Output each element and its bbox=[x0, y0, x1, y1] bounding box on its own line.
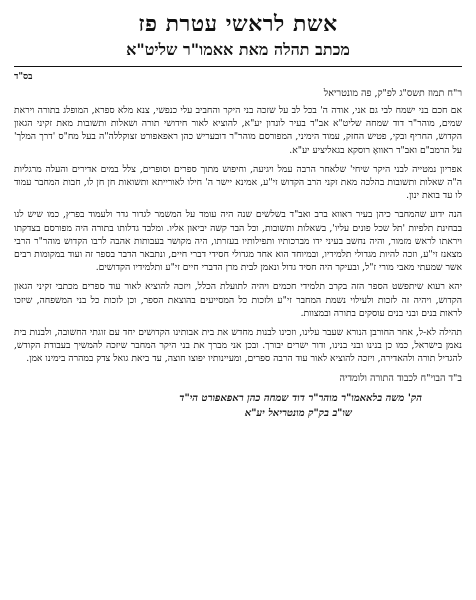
letter-paragraph-3: הנה ידוע שהמחבר כיהן בעיר ראווא ברב ואב"ד בשלשים שנה היה עומד על המשמר לגדור גדר ולעמוד בפרץ, כמו שיש לנו בבחינת תלפיות 'תל שכל פונים עליו', בשאלות ותשובות, וכל הבר קשה יביאון אליו. ומלבד גדלותו בתורה היה מפורסם בצדקתו ויראתו לראש מזמור, והיה נחשב בעיני ידו מברכותיו ותפילותיו בעזרתו, היה מקושר בעבותות אהבה לרבו הקדוש מוהר"ר הרבי מצאנז זי"ע, וזכה להיות מגדולי תלמידיו, ובמיוחד הוא אחד מגדולי חסידי דברי חיים, ונתבאר הדבר בספר זה ועוד במקומות רבים אשר שמעתי מאבי מורי ז"ל, ובעיקר היה חסיד גדול ונאמן לבית מרן הדברי חיים זי"ע ותלמידיו הקדושים. bbox=[14, 209, 462, 274]
letter-paragraph-1: אם חכם בני ישמח לבי גם אני, אודה ה' בכל לב על שזכה בני היקר והחביב עלי כנפשי, צנא מלא ספרא, המופלג בתורה ויראת שמים, מוהר"ר דוד שמחה שליט"א אב"ד בעיר לונדון יע"א, להוציא לאור חידושי תורה ושאלות ותשובות מאת זקיני הגאון הקדוש, החריף ובקי, פטיש החזק, עמוד הימיני, המפורסם מוהר"ר דובעריש כהן ראפאפורט זצוקללה"ה בעל מח"ס 'דרך המלך' על הרמב"ם ואב"ד ראוואָ רוסקא בגאליציע יע"א. bbox=[14, 105, 462, 156]
bsd-mark: בס"ד bbox=[14, 72, 33, 82]
date-line: ר"ח תמוז תשס"ג לפ"ק, פה מונטריאל bbox=[323, 88, 462, 99]
signature-name: הק' משה בלאאמו"ר מוהר"ר דוד שמחה כהן ראפאפורט הי"ד bbox=[179, 392, 422, 404]
signature-block bbox=[14, 391, 462, 421]
letter-paragraph-2: אפריון נמטייה לבני היקר שיחי' שלאחר הרבה עמל ויגיעה, וחיפוש מתוך ספרים וסופרים, צלל במים אדירים והעלה מרגליות ה"ה שאלות ותשובות בהלכה מאת זקני הרב הקדוש זי"ע, אמינא יישר ה' חילו לאורייתא ותשואות חן חן לו, חבות המחבר עמוד לו עד בואת ינון. bbox=[14, 163, 462, 202]
signature-title: שו"ב בק"ק מונטריאל יע"א bbox=[244, 407, 352, 419]
document-subtitle: מכתב תהלה מאת אאמו"ר שליט"א bbox=[126, 40, 350, 59]
letter-paragraph-5: תהילה לא-ל, אחר החורבן הנורא שעבר עלינו, וזכינו לבנות מחדש את בית אבותינו הקדושים יחד עם זוגתי החשובה, ולבנות בית נאמן בישראל, כמו כן בנינו ובני בנינו, ודור ישרים יבורך. ובכן אני מברך את בני היקר המחבר שיזכה להמשיך בעבודת הקודש, להגדיל תורה ולהאדירה, ויזכה להוציא לאור עוד הרבה ספרים, ומעיינותיו יפוצו חוצה, עד ביאת גואל צדק במהרה בימינו אמן. bbox=[14, 327, 462, 365]
letter-paragraph-4: יהא רעוא שיתפשט הספר הזה בקרב תלמידי חכמים ויהיה לתועלת הכלל, ויזכה להוציא לאור עוד ספרים מכתבי זקיני הגאון הקדוש, ויהיה זה לזכות ולעילוי נשמת המחבר זי"ע ולזכות כל המסייעים בהוצאת הספר, וכן לזכות כל בני המשפחה, שיזכו לראות בנים ובני בנים עוסקים בתורה ובמצוות. bbox=[14, 281, 462, 319]
divider-rule bbox=[14, 66, 462, 67]
document-title: אשת לראשי עטרת פז bbox=[138, 11, 338, 37]
closing-line: ב"ד הבוי"ח לכבוד התורה ולומדיה bbox=[339, 372, 462, 384]
